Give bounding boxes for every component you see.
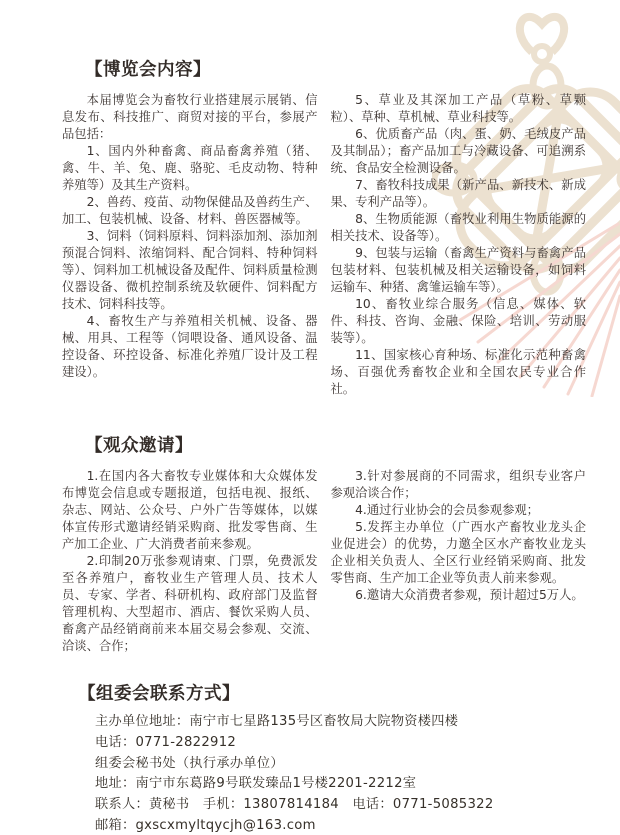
audience-invitation-title: 【观众邀请】 (85, 436, 193, 456)
invitation-columns (62, 468, 586, 655)
invite-item-5: 5.发挥主办单位（广西水产畜牧业龙头企业促进会）的优势，力邀全区水产畜牧业龙头企业相关负责人、全区行业经销采购商、批发零售商、生产加工企业等负责人前来参观。 (330, 520, 586, 585)
expo-item-8: 8、生物质能源（畜牧业利用生物质能源的相关技术、设备等）。 (330, 212, 586, 243)
invite-item-6: 6.邀请大众消费者参观，预计超过5万人。 (355, 588, 584, 602)
invite-item-2: 2.印制20万张参观请柬、门票，免费派发至各养殖户，畜牧业生产管理人员、技术人员、专家、学者、科研机构、政府部门及监督管理机构、大型超市、酒店、餐饮采购人员、畜禽产品经销商前来本届交易会参观、交流、洽谈、合作； (62, 554, 318, 653)
invitation-left-column (62, 468, 318, 655)
committee-contact-title: 【组委会联系方式】 (78, 684, 240, 704)
invitation-right-column (331, 468, 587, 655)
expo-item-10: 10、畜牧业综合服务（信息、媒体、软件、科技、咨询、金融、保险、培训、劳动服装等）。 (330, 297, 586, 345)
contact-phone: 电话：0771-2822912 (95, 734, 237, 750)
expo-item-3: 3、饲料（饲料原料、饲料添加剂、添加剂预混合饲料、浓缩饲料、配合饲料、特种饲料等）、饲料加工机械设备及配件、饲料质量检测仪器设备、微机控制系统及软硬件、饲料配方技术、饲料科技等。 (62, 229, 318, 311)
section-committee-contact (62, 680, 586, 835)
contact-secretariat-address: 地址：南宁市东葛路9号联发臻品1号楼2201-2212室 (95, 776, 417, 792)
expo-intro-paragraph: 本届博览会为畜牧行业搭建展示展销、信息发布、科技推广、商贸对接的平台，参展产品包括： (62, 93, 318, 141)
expo-left-column (62, 92, 318, 398)
expo-item-7: 7、畜牧科技成果（新产品、新技术、新成果、专利产品等）。 (330, 178, 586, 209)
contact-block (62, 712, 586, 835)
invite-item-1: 1.在国内各大畜牧专业媒体和大众媒体发布博览会信息或专题报道，包括电视、报纸、杂志、网站、公众号、户外广告等媒体，以媒体宣传形式邀请经销采购商、批发零售商、生产加工企业、广大消费者前来参观。 (62, 469, 318, 551)
expo-item-4: 4、畜牧生产与养殖相关机械、设备、器械、用具、工程等（饲喂设备、通风设备、温控设备、环控设备、标准化养殖厂设计及工程建设）。 (62, 314, 318, 379)
section-audience-invitation (62, 432, 586, 655)
invite-item-3: 3.针对参展商的不同需求，组织专业客户参观洽谈合作； (330, 469, 586, 500)
expo-columns (62, 92, 586, 398)
expo-item-2: 2、兽药、疫苗、动物保健品及兽药生产、加工、包装机械、设备、材料、兽医器械等。 (62, 195, 318, 226)
expo-item-11: 11、国家核心育种场、标准化示范种畜禽场、百强优秀畜牧企业和全国农民专业合作社。 (330, 348, 586, 396)
contact-person-line: 联系人：黄秘书 手机：13807814184 电话：0771-5085322 (95, 797, 494, 813)
expo-content-title: 【博览会内容】 (85, 60, 211, 80)
contact-host-address: 主办单位地址：南宁市七星路135号区畜牧局大院物资楼四楼 (95, 714, 459, 729)
section-expo-content (62, 56, 586, 398)
expo-item-1: 1、国内外种畜禽、商品畜禽养殖（猪、禽、牛、羊、兔、鹿、骆驼、毛皮动物、特种养殖等）及其生产资料。 (62, 144, 318, 192)
expo-right-column (331, 92, 587, 398)
expo-item-6: 6、优质畜产品（肉、蛋、奶、毛绒皮产品及其制品）；畜产品加工与冷藏设备、可追溯系统、食品安全检测设备。 (330, 127, 586, 175)
invite-item-4: 4.通过行业协会的会员参观参观； (355, 503, 539, 517)
expo-item-5: 5、草业及其深加工产品（草粉、草颗粒）、草种、草机械、草业科技等。 (330, 93, 586, 124)
expo-item-9: 9、包装与运输（畜禽生产资料与畜禽产品包装材料、包装机械及相关运输设备，如饲料运输车、种猪、禽雏运输车等）。 (330, 246, 586, 294)
contact-email: 邮箱：gxscxmyltqycjh@163.com (95, 817, 316, 833)
contact-secretariat: 组委会秘书处（执行承办单位） (95, 755, 284, 771)
